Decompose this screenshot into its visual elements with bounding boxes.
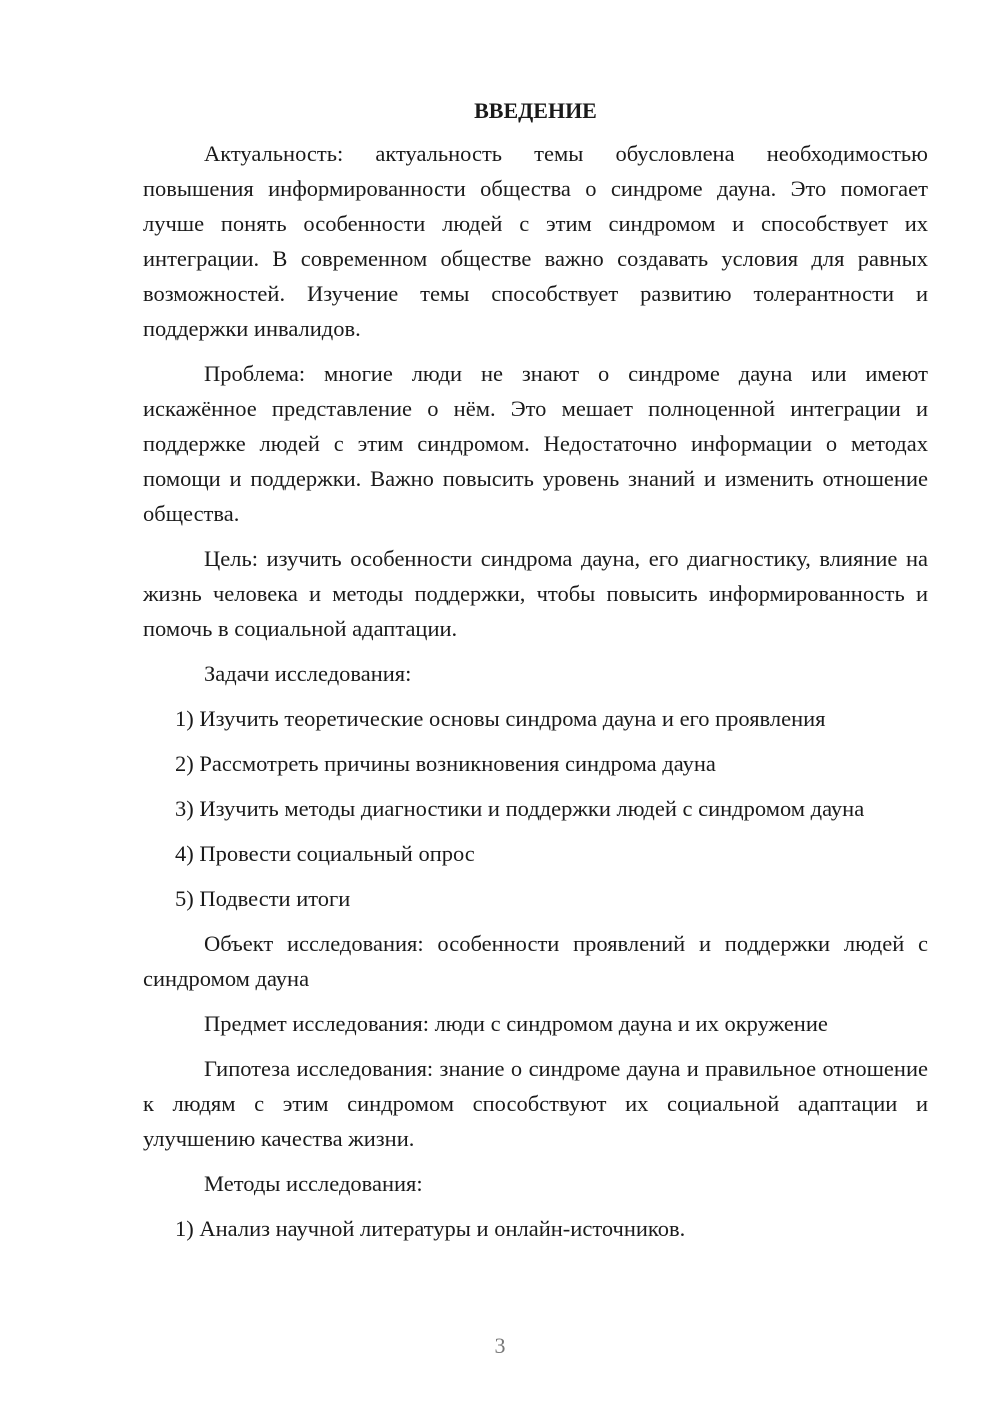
page-number: 3 bbox=[494, 1333, 506, 1358]
task-item: 5) Подвести итоги bbox=[175, 886, 351, 911]
object-paragraph: Объект исследования: особенности проявлений и поддержки людей с синдромом дауна bbox=[143, 931, 928, 991]
task-item: 3) Изучить методы диагностики и поддержки людей с синдромом дауна bbox=[175, 796, 865, 821]
problem-paragraph: Проблема: многие люди не знают о синдроме дауна или имеют искажённое представление о нём. Это мешает полноценной интеграции и поддержке людей с этим синдромом. Недостаточно информации о методах помощи и поддержки. Важно повысить уровень знаний и изменить отношение общества. bbox=[143, 361, 928, 526]
methods-list bbox=[143, 1211, 928, 1246]
relevance-paragraph: Актуальность: актуальность темы обусловлена необходимостью повышения информированности общества о синдроме дауна. Это помогает лучше понять особенности людей с этим синдромом и способствует их интеграции. В современном обществе важно создавать условия для равных возможностей. Изучение темы способствует развитию толерантности и поддержки инвалидов. bbox=[143, 141, 928, 341]
goal-paragraph: Цель: изучить особенности синдрома дауна, его диагностику, влияние на жизнь человека и методы поддержки, чтобы повысить информированность и помочь в социальной адаптации. bbox=[143, 546, 928, 641]
tasks-heading: Задачи исследования: bbox=[204, 661, 412, 686]
methods-heading: Методы исследования: bbox=[204, 1171, 423, 1196]
task-item: 4) Провести социальный опрос bbox=[175, 841, 475, 866]
document-page bbox=[143, 96, 928, 1256]
task-item: 2) Рассмотреть причины возникновения синдрома дауна bbox=[175, 751, 716, 776]
task-item: 1) Изучить теоретические основы синдрома дауна и его проявления bbox=[175, 706, 826, 731]
hypothesis-paragraph: Гипотеза исследования: знание о синдроме дауна и правильное отношение к людям с этим синдромом способствуют их социальной адаптации и улучшению качества жизни. bbox=[143, 1056, 928, 1151]
page-title: ВВЕДЕНИЕ bbox=[474, 98, 597, 123]
method-item: 1) Анализ научной литературы и онлайн-источников. bbox=[175, 1216, 686, 1241]
subject-paragraph: Предмет исследования: люди с синдромом дауна и их окружение bbox=[204, 1011, 828, 1036]
tasks-list bbox=[143, 701, 928, 916]
